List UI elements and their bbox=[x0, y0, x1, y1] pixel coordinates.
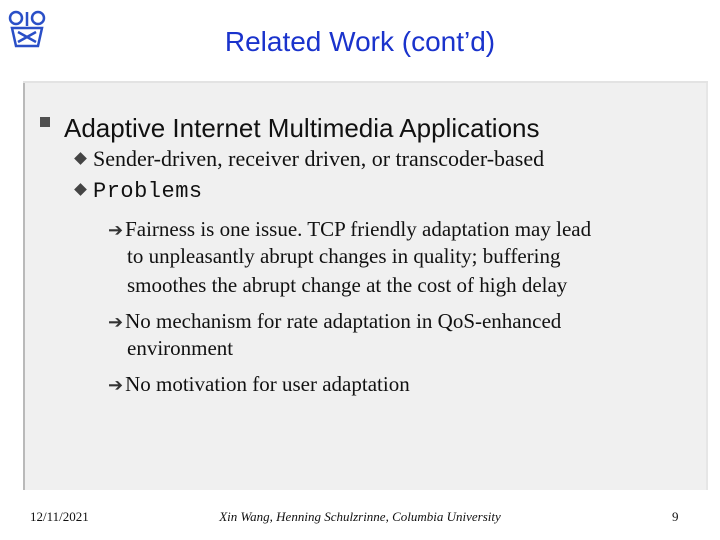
bullet-level1-text: Adaptive Internet Multimedia Applications bbox=[64, 113, 540, 143]
arrow-bullet-icon: ➔ bbox=[108, 375, 124, 395]
bullet-level2-text: Problems bbox=[93, 179, 203, 204]
problem-item-3 bbox=[108, 370, 410, 400]
panel-right-border bbox=[706, 83, 708, 490]
footer-date: 12/11/2021 bbox=[30, 509, 89, 524]
arrow-bullet-icon: ➔ bbox=[108, 220, 124, 240]
problem-line: Fairness is one issue. TCP friendly adaptation may lead bbox=[125, 217, 592, 241]
panel-left-border bbox=[23, 83, 25, 490]
footer-authors: Xin Wang, Henning Schulzrinne, Columbia University bbox=[219, 509, 501, 524]
slide-title: Related Work (cont’d) bbox=[224, 26, 496, 57]
bullet-level2-text: Sender-driven, receiver driven, or transcoder-based bbox=[93, 146, 545, 171]
problem-line: smoothes the abrupt change at the cost of high delay bbox=[127, 273, 568, 297]
diamond-bullet-icon bbox=[74, 153, 87, 166]
square-bullet-icon bbox=[40, 117, 50, 127]
page-number: 9 bbox=[672, 509, 679, 524]
diamond-bullet-icon bbox=[74, 183, 87, 196]
problem-item-2 bbox=[108, 307, 561, 337]
bullet-level2-sender bbox=[76, 146, 544, 172]
problem-item-1 bbox=[108, 215, 591, 245]
problem-line: environment bbox=[127, 336, 234, 360]
bullet-level1 bbox=[40, 113, 540, 143]
arrow-bullet-icon: ➔ bbox=[108, 312, 124, 332]
problem-line: to unpleasantly abrupt changes in quality; buffering bbox=[127, 244, 561, 268]
bullet-level2-problems bbox=[76, 179, 203, 204]
problem-line: No mechanism for rate adaptation in QoS-enhanced bbox=[125, 309, 562, 333]
problem-line: No motivation for user adaptation bbox=[125, 372, 410, 396]
